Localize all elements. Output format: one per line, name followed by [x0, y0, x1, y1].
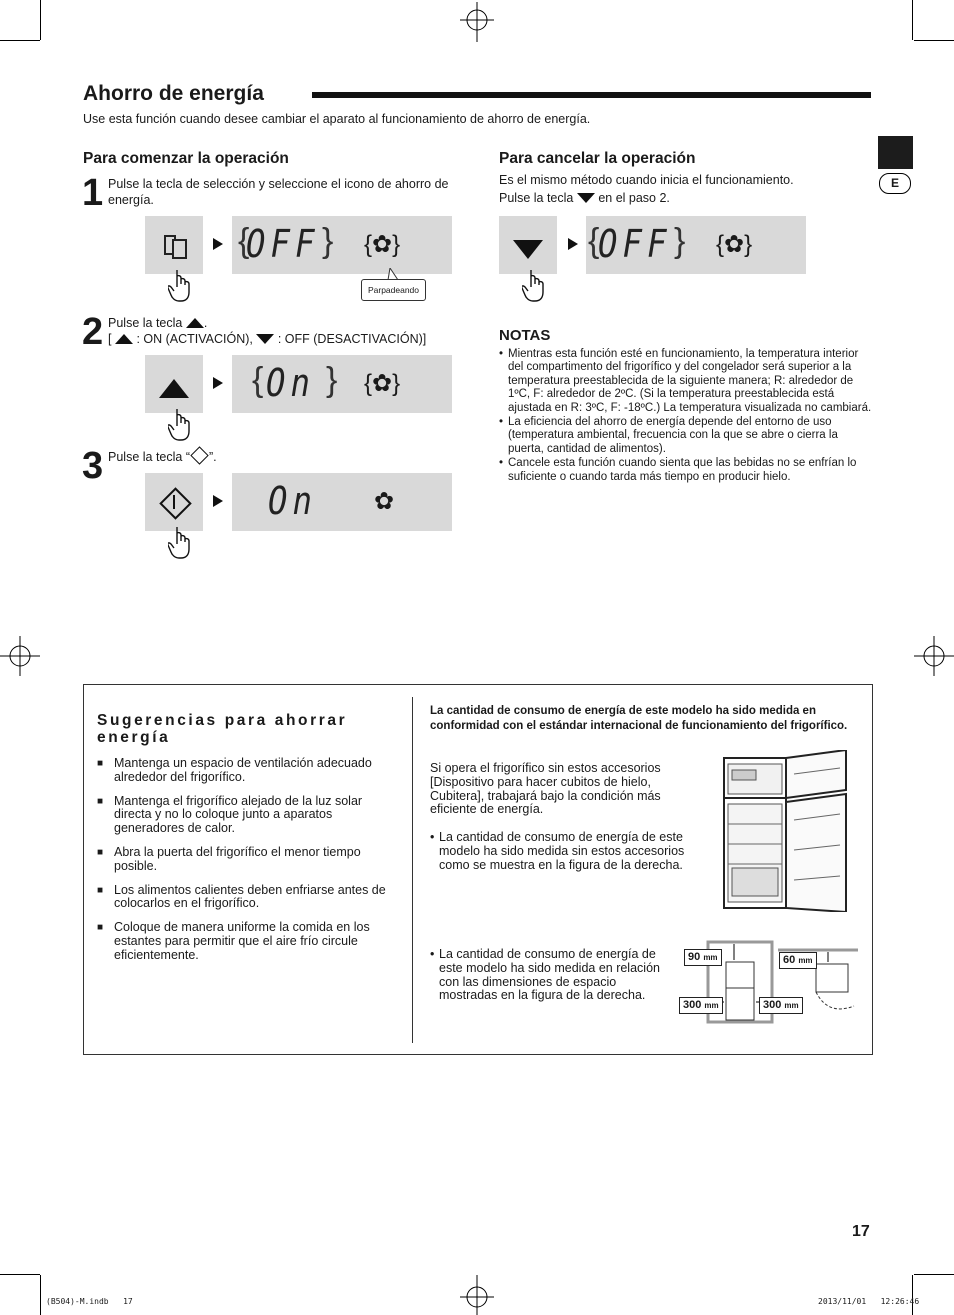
- finger-press-icon: [168, 407, 194, 443]
- blink-left-icon: {: [238, 222, 250, 260]
- down-arrow-icon: [513, 240, 543, 259]
- notes-heading: NOTAS: [499, 327, 551, 344]
- crop-mark: [912, 1275, 913, 1315]
- step1-text: Pulse la tecla de selección y seleccione el icono de ahorro de energía.: [108, 177, 449, 207]
- display-panel: [232, 473, 452, 531]
- consumption-bold: La cantidad de consumo de energía de este modelo ha sido medida en conformidad con el estándar internacional de funcionamiento del frigorífico.: [430, 705, 848, 732]
- down-key[interactable]: [499, 216, 557, 274]
- down-arrow-icon: [256, 334, 274, 344]
- title-rule: [312, 92, 871, 98]
- page-number: 17: [852, 1223, 870, 1240]
- consumption-bullet: • La cantidad de consumo de energía de este modelo ha sido medida sin estos accesorios como se muestra en la figura de la derecha.: [430, 831, 702, 872]
- box-divider: [412, 697, 413, 1043]
- notes-list: [499, 348, 874, 484]
- select-key[interactable]: [145, 216, 203, 274]
- consumption-para: Si opera el frigorífico sin estos accesorios [Dispositivo para hacer cubitos de hielo, Cubitera], trabajará bajo la condición más eficiente de energía.: [430, 761, 661, 817]
- crop-mark: [0, 40, 40, 41]
- registration-mark-icon: [460, 2, 494, 42]
- footer-timestamp: 2013/11/01 12:26:46: [818, 1297, 920, 1306]
- cancel-line2: [499, 190, 670, 206]
- down-arrow-icon: [577, 193, 595, 203]
- cancel-line2-a: Pulse la tecla: [499, 191, 574, 205]
- crop-mark: [912, 0, 913, 40]
- display-value: On: [268, 479, 318, 523]
- dimension-label: [759, 997, 803, 1014]
- blink-label: Parpadeando: [361, 279, 426, 301]
- step-number: 3: [82, 445, 104, 487]
- power-line-icon: [173, 495, 175, 509]
- step3-text-a: Pulse la tecla “: [108, 450, 190, 464]
- eco-key-icon: [190, 446, 208, 464]
- blink-left-icon: {: [588, 222, 600, 260]
- up-key[interactable]: [145, 355, 203, 413]
- finger-press-icon: [168, 525, 194, 561]
- eco-leaf-icon: ✿: [374, 488, 395, 515]
- tips-list: [97, 757, 392, 973]
- dimension-label: [684, 949, 722, 966]
- finger-press-icon: [168, 268, 194, 304]
- off-legend: : OFF (DESACTIVACIÓN)]: [277, 332, 427, 346]
- registration-mark-icon: [460, 1275, 494, 1315]
- tip-item: ■ Mantenga un espacio de ventilación adecuado alrededor del frigorífico.: [97, 757, 392, 785]
- cancel-line1: Es el mismo método cuando inicia el funcionamiento.: [499, 173, 794, 187]
- select-key-icon: [145, 216, 203, 274]
- consumption-bullet-2: [430, 948, 678, 1003]
- tips-heading: Sugerencias para ahorrar energía: [97, 712, 348, 746]
- registration-mark-icon: [0, 636, 40, 676]
- eco-leaf-icon: {✿}: [716, 231, 753, 258]
- dimension-label: [779, 952, 817, 969]
- up-arrow-icon: [115, 334, 133, 344]
- blink-left-icon: {: [252, 361, 264, 399]
- step2-text: Pulse la tecla: [108, 316, 183, 330]
- cancel-line2-b: en el paso 2.: [598, 191, 670, 205]
- eco-leaf-icon: {✿}: [364, 370, 401, 397]
- tip-item: ■ Abra la puerta del frigorífico el menor tiempo posible.: [97, 846, 392, 874]
- dimension-label: [679, 997, 723, 1014]
- dim-right-value: 300: [763, 999, 782, 1011]
- display-panel: [586, 216, 806, 274]
- registration-mark-icon: [914, 636, 954, 676]
- crop-mark: [40, 1275, 41, 1315]
- display-value: On: [266, 361, 316, 405]
- cancel-heading: Para cancelar la operación: [499, 150, 696, 167]
- up-arrow-icon: [159, 379, 189, 398]
- display-value: OFF: [246, 222, 320, 266]
- arrow-icon: [213, 238, 223, 250]
- start-heading: Para comenzar la operación: [83, 150, 289, 167]
- note-item: • La eficiencia del ahorro de energía depende del entorno de uso (temperatura ambiental, frecuencia con la que se abre o cierra la puerta, cantidad de alimentos).: [499, 416, 874, 456]
- step-number: 2: [82, 311, 104, 353]
- dim-top-value: 90: [688, 951, 701, 963]
- arrow-icon: [213, 495, 223, 507]
- diamond-icon: [159, 487, 192, 520]
- step2-line1: Pulse la tecla .: [108, 316, 208, 330]
- note-item: • Cancele esta función cuando sienta que las bebidas no se enfrían lo suficiente o cuando tarda más tiempo en producir hielo.: [499, 457, 874, 484]
- up-arrow-icon: [186, 318, 204, 328]
- intro-text: Use esta función cuando desee cambiar el aparato al funcionamiento de ahorro de energía.: [83, 112, 591, 126]
- crop-mark: [0, 1274, 40, 1275]
- tip-item: ■ Los alimentos calientes deben enfriarse antes de colocarlos en el frigorífico.: [97, 884, 392, 912]
- consumption-bullet-1: [430, 831, 702, 872]
- blink-right-icon: }: [326, 361, 338, 399]
- arrow-icon: [568, 238, 578, 250]
- consumption-bullet: • La cantidad de consumo de energía de este modelo ha sido medida en relación con las dimensiones de espacio mostradas en la figura de la derecha.: [430, 948, 678, 1003]
- blink-right-icon: }: [674, 222, 686, 260]
- dim-unit: mm: [704, 1001, 719, 1010]
- step3-text: [108, 449, 217, 465]
- eco-key[interactable]: [145, 473, 203, 531]
- language-tab: E: [879, 173, 911, 194]
- step2-line2: [ : ON (ACTIVACIÓN), : OFF (DESACTIVACIÓN)]: [108, 332, 427, 346]
- crop-mark: [40, 0, 41, 40]
- crop-mark: [914, 1274, 954, 1275]
- display-value: OFF: [598, 222, 672, 266]
- dim-unit: mm: [798, 956, 813, 965]
- step3-text-b: ”.: [208, 450, 217, 464]
- fridge-open-illustration: [722, 750, 850, 912]
- eco-leaf-icon: {✿}: [364, 231, 401, 258]
- dim-left-value: 300: [683, 999, 702, 1011]
- on-legend: : ON (ACTIVACIÓN),: [136, 332, 253, 346]
- page-title: Ahorro de energía: [83, 82, 264, 105]
- display-panel: [232, 355, 452, 413]
- footer-file: (B504)-M.indb 17: [46, 1297, 133, 1306]
- step-number: 1: [82, 172, 104, 214]
- dim-side-value: 60: [783, 954, 796, 966]
- tip-item: ■ Coloque de manera uniforme la comida en los estantes para permitir que el aire frío circule eficientemente.: [97, 921, 392, 962]
- dim-unit: mm: [784, 1001, 799, 1010]
- display-panel: [232, 216, 452, 274]
- tip-item: ■ Mantenga el frigorífico alejado de la luz solar directa y no lo coloque junto a aparatos generadores de calor.: [97, 795, 392, 836]
- arrow-icon: [213, 377, 223, 389]
- side-tab-block: [878, 136, 913, 169]
- crop-mark: [914, 40, 954, 41]
- blink-right-icon: }: [322, 222, 334, 260]
- finger-press-icon: [522, 268, 548, 304]
- dim-unit: mm: [703, 953, 718, 962]
- note-item: • Mientras esta función esté en funcionamiento, la temperatura interior del compartimento del frigorífico y del congelador será superior a la temperatura preestablecida de la siguiente manera; R: alrededor de 1ºC, F: alrededor de 2ºC. (Si la temperatura preestablecida está ajustada en R: 3ºC, F: -18ºC.) La temperatura visualizada no cambiará.: [499, 348, 874, 415]
